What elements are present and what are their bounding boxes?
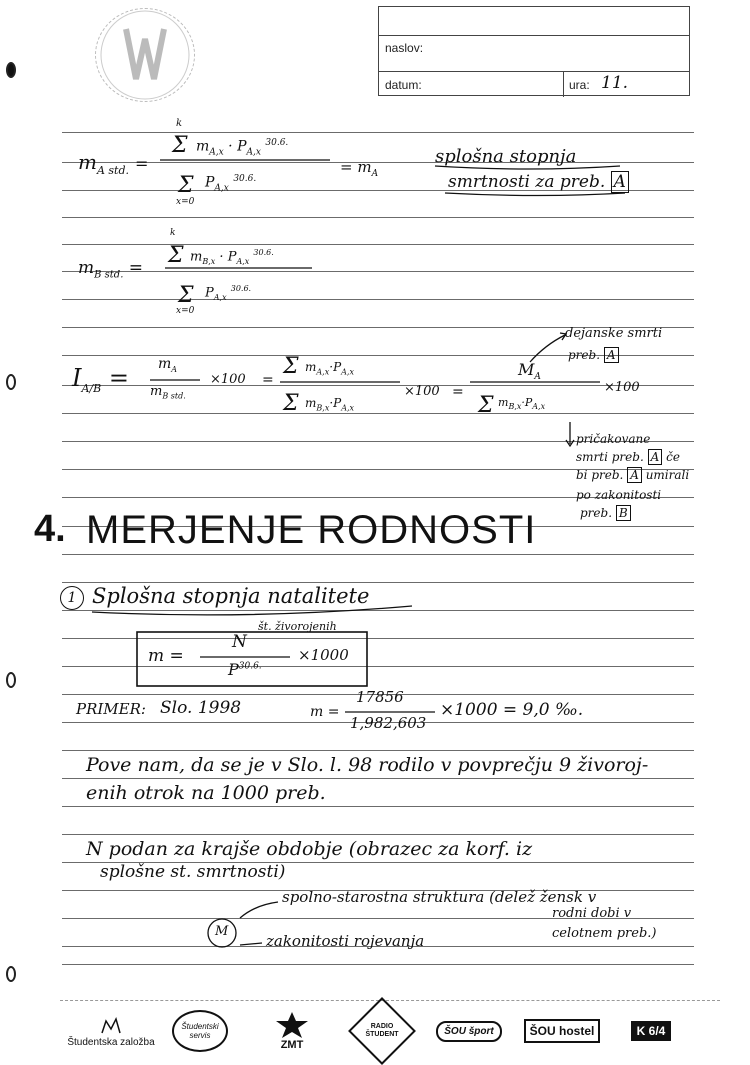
text-line-1b: enih otrok na 1000 preb. bbox=[86, 782, 326, 804]
logo-radio-student: RADIO ŠTUDENT bbox=[352, 1008, 412, 1054]
diagram-top-celotnem: celotnem preb.) bbox=[552, 926, 657, 941]
sigma-sign: Σ bbox=[178, 173, 194, 198]
index-i-ab: $I_{A/B}$ = bbox=[72, 364, 129, 395]
sum-top-index: k bbox=[170, 228, 176, 238]
equals-m-a: = $m_A$ bbox=[340, 158, 379, 179]
logo-sou-sport: ŠOU šport bbox=[434, 1008, 504, 1054]
text-line-2b: splošne st. smrtnosti) bbox=[100, 862, 286, 882]
example-m-equals: m = bbox=[310, 704, 340, 720]
denominator-term-mb: $m_{B,x}\cdot P_{A,x}$ bbox=[305, 396, 355, 413]
item-title: Splošna stopnja natalitete bbox=[92, 584, 370, 608]
naslov-label: naslov: bbox=[385, 41, 424, 55]
sigma-sign: Σ bbox=[172, 133, 188, 158]
text-line-1a: Pove nam, da se je v Slo. l. 98 rodilo v povprečju 9 živoroj- bbox=[86, 754, 649, 776]
denominator-term-mb-2: $m_{B,x}\cdot P_{A,x}$ bbox=[498, 396, 546, 412]
section-title: MERJENJE RODNOSTI bbox=[86, 508, 537, 552]
example-numerator: 17856 bbox=[356, 688, 404, 706]
annotation-preb-b: preb. B bbox=[580, 506, 631, 520]
times-100-b: ×100 bbox=[404, 384, 440, 399]
datum-label: datum: bbox=[385, 78, 422, 92]
logo-studentska-zalozba: Študentska založba bbox=[66, 1008, 156, 1054]
formula-times-1000: ×1000 bbox=[298, 646, 349, 664]
sum-bottom-index: x=0 bbox=[176, 306, 195, 316]
diagram-top-rodni-dobi: rodni dobi v bbox=[552, 906, 632, 921]
times-100-a: ×100 bbox=[210, 372, 246, 387]
denominator-term-p: $P_{A,x}$ $^{30.6.}$ bbox=[205, 174, 257, 194]
diagram-bottom-zakonitosti: zakonitosti rojevanja bbox=[266, 932, 425, 950]
desc-smrtnosti: smrtnosti za preb. A bbox=[448, 172, 629, 192]
sum-bottom-index: x=0 bbox=[176, 197, 195, 207]
example-result: ×1000 = 9,0 ‰. bbox=[440, 700, 584, 720]
annotation-po-zakonitosti: po zakonitosti bbox=[576, 488, 662, 502]
text-line-2a: N podan za krajše obdobje (obrazec za korf. iz bbox=[86, 838, 533, 860]
m-b-std-symbol: $m_{B std.}$ = bbox=[78, 258, 144, 281]
annotation-bi-preb: bi preb. A umirali bbox=[576, 468, 690, 482]
section-number: 4. bbox=[34, 508, 66, 550]
logo-studentski-servis: Študentski servis bbox=[172, 1008, 228, 1054]
diagram-m-circle: M bbox=[215, 924, 229, 939]
denominator-term-p: $P_{A,x}$ $^{30.6.}$ bbox=[205, 284, 252, 302]
notebook-page: naslov: datum: ura: 11. Σ Σ Σ Σ Σ Σ Σ $m_{A std.}$ = k $m_{A,x} \cdot P_{A,x}$ $^{30.6.}$ $P_{A,x}$ $^{30.6.}$ x=0 = $m_A$ splošna stopnja smrtnosti za preb. A $m_{B std.}$ = k $m_{B,x} \cdot P_{A,x}$ $^{30.6.}$ $P_{A,x}$ $^{30.6.}$ x=0 $I_{A/B}$ = $m_A$ $m_{B std.}$ ×100 = $m_{A,x}\cdot P_{A,x}$ $m_{B,x}\cdot P_{A,x}$ ×100 = $M_A$ $m_{B,x}\cdot P_{A,x}$ ×100 dejanske smrti preb. A pričakovane smrti preb. A če bi preb. A umirali po zakonitosti preb. B 4. MERJENJE RODNOSTI 1 Splošna stopnja natalitete m = N št. živorojenih $P^{30.6.}$ ×1000 PRIMER: Slo. 1998 m = 17856 1,982,603 ×1000 = 9,0 ‰. Pove nam, da se je v Slo. l. 98 rodilo v povprečju 9 živoroj- enih otrok na 1000 preb. N podan za krajše obdobje (obrazec za korf. iz splošne st. smrtnosti) spolno-starostna struktura (delež žensk v rodni dobi v celotnem preb.) M zakonitosti rojevanja Študentska založba Študentski servis ZMT RADIO ŠTUDENT ŠOU šport ŠOU hostel K 6/4 bbox=[0, 0, 750, 1061]
annotation-smrti-preb: smrti preb. A če bbox=[576, 450, 680, 464]
formula-m-equals: m = bbox=[148, 646, 184, 666]
logo-sou-hostel: ŠOU hostel bbox=[522, 1008, 602, 1054]
m-a-std-symbol: $m_{A std.}$ bbox=[78, 150, 130, 177]
sigma-sign: Σ bbox=[178, 283, 194, 308]
formula-n: N bbox=[232, 632, 247, 652]
zalozba-logo-icon bbox=[98, 1015, 124, 1037]
numerator-term-mb: $m_{B,x} \cdot P_{A,x}$ $^{30.6.}$ bbox=[190, 248, 274, 266]
annotation-preb-a: preb. A bbox=[568, 348, 619, 362]
annotation-pricakovane: pričakovane bbox=[576, 432, 651, 446]
numerator-term-m: $m_{A,x} \cdot P_{A,x}$ $^{30.6.}$ bbox=[196, 138, 289, 158]
sum-top-index: k bbox=[176, 118, 183, 129]
desc-splosna-stopnja: splošna stopnja bbox=[435, 146, 577, 167]
logo-zmt: ZMT bbox=[262, 1008, 322, 1054]
sigma-sign: Σ bbox=[168, 243, 184, 268]
zmt-star-icon bbox=[274, 1011, 310, 1039]
sigma-sign: Σ bbox=[283, 391, 299, 416]
times-100-c: ×100 bbox=[604, 380, 640, 395]
example-label: PRIMER: bbox=[76, 700, 146, 718]
sigma-sign: Σ bbox=[478, 393, 494, 418]
logo-k64: K 6/4 bbox=[620, 1008, 682, 1054]
ura-value: 11. bbox=[601, 73, 629, 93]
example-denominator: 1,982,603 bbox=[350, 714, 427, 732]
annotation-dejanske-smrti: dejanske smrti bbox=[565, 326, 663, 341]
fraction-den-mb: $m_{B std.}$ bbox=[150, 384, 186, 401]
fraction-num-ma: $m_A$ bbox=[158, 356, 178, 374]
diagram-top-structure: spolno-starostna struktura (delež žensk v bbox=[282, 888, 597, 906]
numerator-term-ma: $m_{A,x}\cdot P_{A,x}$ bbox=[305, 360, 354, 377]
item-number: 1 bbox=[60, 586, 84, 610]
formula-p: $P^{30.6.}$ bbox=[228, 660, 262, 679]
fraction-num-big-m: $M_A$ bbox=[518, 360, 541, 383]
ura-label: ura: bbox=[569, 78, 590, 92]
sigma-sign: Σ bbox=[283, 354, 299, 379]
example-place: Slo. 1998 bbox=[160, 698, 242, 718]
formula-note-zivorojenih: št. živorojenih bbox=[258, 620, 337, 633]
